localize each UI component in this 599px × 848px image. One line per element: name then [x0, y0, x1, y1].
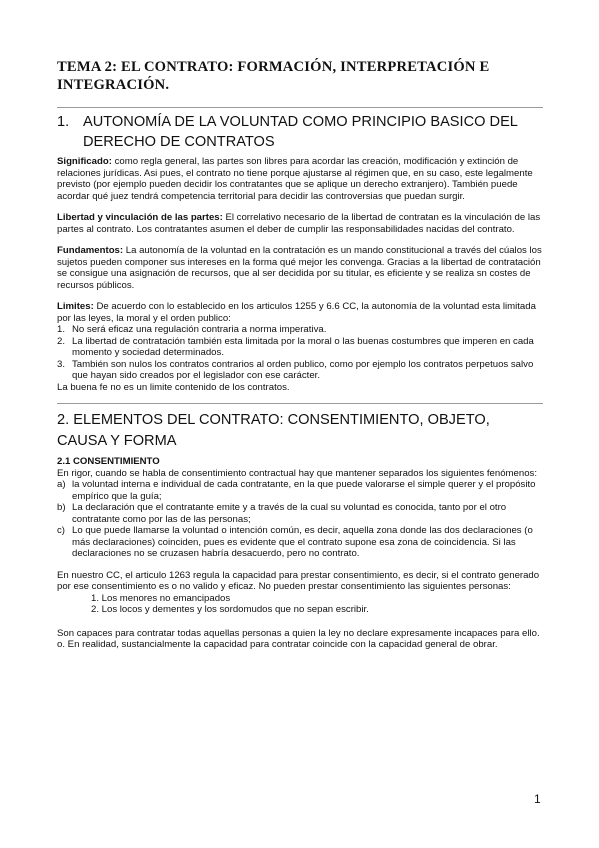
persons-list	[57, 593, 543, 616]
paragraph-significado	[57, 156, 543, 202]
list-item-text: No será eficaz una regulación contraria a norma imperativa.	[72, 324, 327, 335]
list-item: 2. Los locos y dementes y los sordomudos que no sepan escribir.	[91, 604, 369, 615]
list-item-text: También son nulos los contratos contrarios al orden publico, como por ejemplo los contratos perpetuos salvo que hayan sido creados por el legislador con ese carácter.	[72, 358, 534, 381]
limites-list	[57, 324, 543, 382]
list-item-letter: b)	[57, 502, 66, 513]
paragraph-buena-fe: La buena fe no es un limite contenido de los contratos.	[57, 381, 290, 393]
paragraph-limites	[57, 301, 543, 324]
paragraph-capaces: Son capaces para contratar todas aquellas personas a quien la ley no declare expresamente incapaces para ello. o. En realidad, sustancialmente la capacidad para contratar coincide con la capacidad general de obrar.	[57, 627, 540, 650]
paragraph-consentimiento-intro: En rigor, cuando se habla de consentimiento contractual hay que mantener separados los siguientes fenómenos:	[57, 467, 537, 479]
list-item-text: La libertad de contratación también esta limitada por la moral o las buenas costumbres que imperen en cada momento y sociedad determinados.	[72, 335, 534, 358]
section-2-number: 2.	[57, 412, 70, 428]
section-divider	[57, 403, 543, 404]
list-item-text: Lo que puede llamarse la voluntad o intención común, es decir, aquella zona donde las dos declaraciones (o más declaraciones) coinciden, pues es evidente que el contrato supone esa zona de coincidencia. Si las declaraciones no se cruzasen habría desacuerdo, pero no contrato.	[72, 525, 533, 559]
text-fundamentos: La autonomía de la voluntad en la contratación es un mando constitucional a través del cúalos los sujetos pueden componer sus intereses en la forma qué mejor les convenga. Gracias a la libertad de contratación se consigue una asignación de recursos, que al ser decidida por su titular, es eficiente y se realiza sn costes de recursos públicos.	[57, 245, 542, 291]
list-item-number: 2.	[57, 335, 66, 347]
list-item	[57, 502, 543, 525]
document-title: TEMA 2: EL CONTRATO: FORMACIÓN, INTERPRETACIÓN E INTEGRACIÓN.	[57, 59, 490, 93]
paragraph-capacidad: En nuestro CC, el articulo 1263 regula la capacidad para prestar consentimiento, es decir, si el contrato generado por ese consentimiento es o no valido y eficaz. No pueden prestar consentimiento las siguientes personas:	[57, 569, 540, 592]
section-2-heading	[57, 410, 543, 452]
phenomena-list	[57, 479, 543, 560]
section-1-number: 1.	[57, 114, 70, 130]
section-divider	[57, 107, 543, 108]
label-fundamentos: Fundamentos:	[57, 245, 124, 256]
list-item	[57, 359, 543, 382]
section-1-heading	[57, 113, 543, 152]
paragraph-libertad	[57, 212, 543, 235]
document-page	[57, 58, 543, 661]
list-item	[57, 525, 543, 560]
list-item-letter: a)	[57, 479, 66, 490]
list-item-number: 3.	[57, 358, 66, 370]
text-significado: como regla general, las partes son libres para acordar las creación, modificación y extinción de relaciones jurídicas. Asi pues, el contrato no tiene porque ajustarse al régimen que, en su caso, este legalmente previsto (por ejemplo pueden decidir los contratantes que se aplique un derecho extranjero). También puede acordar qué juez tendrá competencia territorial para decidir las controversias que puedan surgir.	[57, 156, 533, 202]
list-item-text: la voluntad interna e individual de cada contratante, en la que puede valorarse el simple querer y el propósito empírico que la guía;	[72, 479, 536, 502]
label-limites: Limites:	[57, 301, 94, 312]
list-item	[57, 324, 543, 336]
page-number: 1	[534, 792, 541, 806]
text-libertad: El correlativo necesario de la libertad de contratan es la vinculación de las partes al contrato. Los contratantes asumen el deber de cumplir las responsabilidades nacidas del contrato.	[57, 212, 541, 235]
label-libertad: Libertad y vinculación de las partes:	[57, 212, 223, 223]
list-item	[57, 336, 543, 359]
section-2-title: ELEMENTOS DEL CONTRATO: CONSENTIMIENTO, OBJETO, CAUSA Y FORMA	[57, 412, 490, 449]
list-item-number: 1.	[57, 324, 66, 335]
paragraph-fundamentos	[57, 245, 543, 291]
list-item-letter: c)	[57, 525, 65, 536]
list-item: 1. Los menores no emancipados	[91, 592, 231, 604]
list-item	[57, 479, 543, 502]
text-limites: De acuerdo con lo establecido en los articulos 1255 y 6.6 CC, la autonomía de la voluntad esta limitada por las leyes, la moral y el orden publico:	[57, 301, 536, 324]
section-1-title: AUTONOMÍA DE LA VOLUNTAD COMO PRINCIPIO BASICO DEL DERECHO DE CONTRATOS	[83, 114, 518, 150]
list-item-text: La declaración que el contratante emite y a través de la cual su voluntad es conocida, tanto por el otro contratante como por las de las personas;	[72, 502, 507, 525]
subsection-title: 2.1 CONSENTIMIENTO	[57, 456, 160, 467]
label-significado: Significado:	[57, 156, 112, 167]
